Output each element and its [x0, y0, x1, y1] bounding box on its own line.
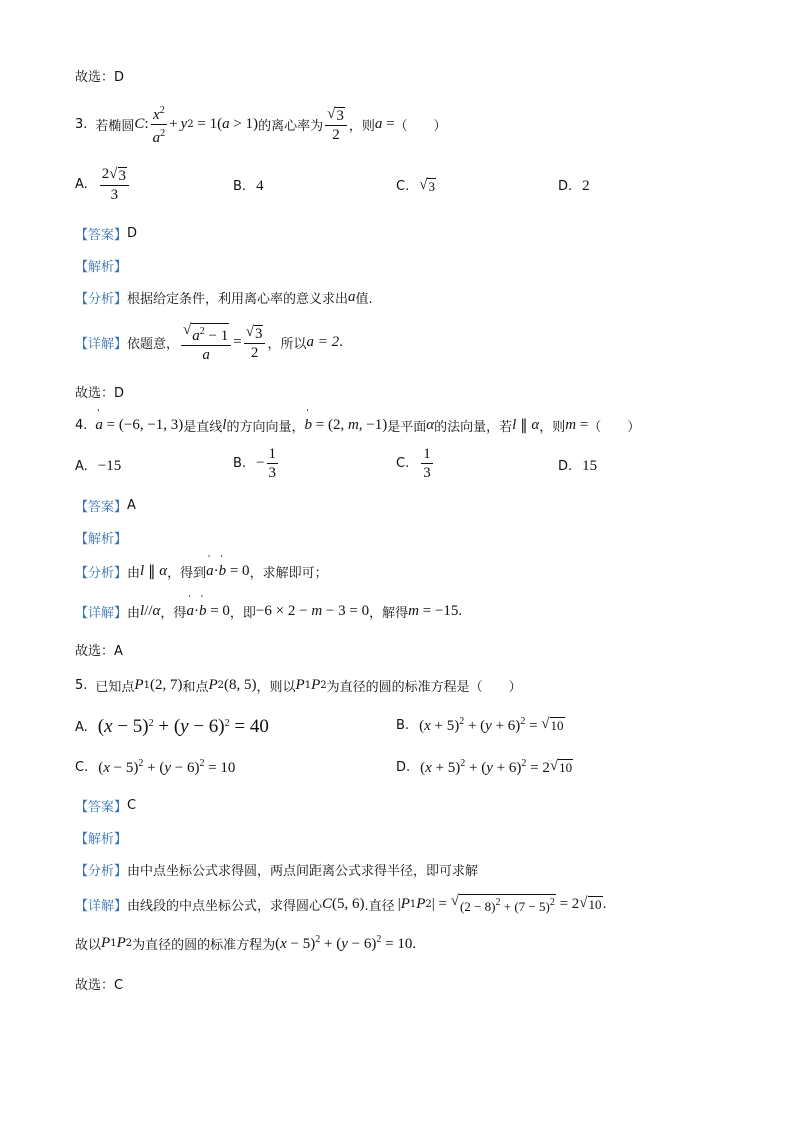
- detail-line: 【详解】 由线段的中点坐标公式，求得圆心 C (5, 6) .直径 | P 1 P 2 | = √ $(2 - 8)^2 + (7 - 5)^2$ = 2 √ 10 .: [75, 893, 607, 914]
- analysis-heading: 【解析】: [75, 260, 128, 275]
- question-5: 5. 已知点 P 1 (2, 7) 和点 P 2 (8, 5) ，则以 P 1 P 2 为直径的圆的标准方程是（ ）: [75, 677, 522, 695]
- analysis-heading: 【解析】: [75, 832, 128, 847]
- option-d: D. 2: [558, 178, 590, 194]
- choice-line: 故选：A: [75, 644, 123, 659]
- option-c: C. $(x - 5)^2 + (y - 6)^2 = 10$: [75, 758, 236, 776]
- math-ellipse: C: [134, 115, 145, 132]
- analysis-line: 【分析】 由 l ∥ α ，得到 ' a · ' b = 0 ，求解即可；: [75, 562, 328, 581]
- question-number: 3.: [75, 116, 88, 132]
- prev-answer-line: 故选：D: [75, 70, 125, 85]
- option-b: B. − $\frac{1}{3}$: [233, 446, 277, 481]
- analysis-line: 【分析】 根据给定条件，利用离心率的意义求出 a 值.: [75, 289, 373, 307]
- conclusion-line: 故以 P 1 P 2 为直径的圆的标准方程为 $(x - 5)^2 + (y - 6)^2 = 10$.: [75, 934, 417, 953]
- question-4: 4. ' a = (−6, −1, 3) 是直线 l 的方向向量， ' b = (2, m , −1) 是平面 α 的法向量，若 l ∥ α ，则 m = （ ）: [75, 416, 640, 435]
- answer-line: 【答案】 A: [75, 498, 136, 515]
- fraction: √ 3 2: [325, 106, 347, 143]
- option-a: A. −15: [75, 458, 122, 474]
- detail-line: 【详解】 由 l // α ，得 ' a · ' b = 0 ，即 −6 × 2 − m − 3 = 0 ，解得 m = −15.: [75, 602, 462, 621]
- analysis-heading: 【解析】: [75, 532, 128, 547]
- answer-line: 【答案】 D: [75, 226, 138, 243]
- option-d: D. $(x + 5)^2 + (y + 6)^2 = 2$ √ 10: [396, 758, 573, 776]
- option-b: B. $(x + 5)^2 + (y + 6)^2$ = √ 10: [396, 716, 564, 734]
- choice-line: 故选：C: [75, 978, 124, 993]
- option-a: A. $(x - 5)^2 + (y - 6)^2 = 40$: [75, 716, 269, 737]
- option-c: C. $\frac{1}{3}$: [396, 446, 431, 481]
- option-d: D. 15: [558, 458, 598, 474]
- option-a: A. 2 √ 3 3: [75, 166, 131, 203]
- fraction: $\frac{x^2}{a^2}$: [152, 104, 166, 146]
- choice-line: 故选：D: [75, 386, 125, 401]
- question-3: 3. 若椭圆 C : $\frac{x^2}{a^2}$ + y 2 = 1( a > 1) 的离心率为 √ 3 2 ，则 a = （ ）: [75, 104, 447, 146]
- analysis-line: 【分析】 由中点坐标公式求得圆，两点间距离公式求得半径，即可求解: [75, 864, 479, 879]
- option-c: C. √ 3: [396, 177, 435, 194]
- answer-line: 【答案】 C: [75, 798, 137, 815]
- option-b: B. 4: [233, 178, 264, 194]
- detail-line: 【详解】 依题意， √ $a^2 - 1$ a = √ 3 2 ，所以 a = 2 .: [75, 321, 343, 363]
